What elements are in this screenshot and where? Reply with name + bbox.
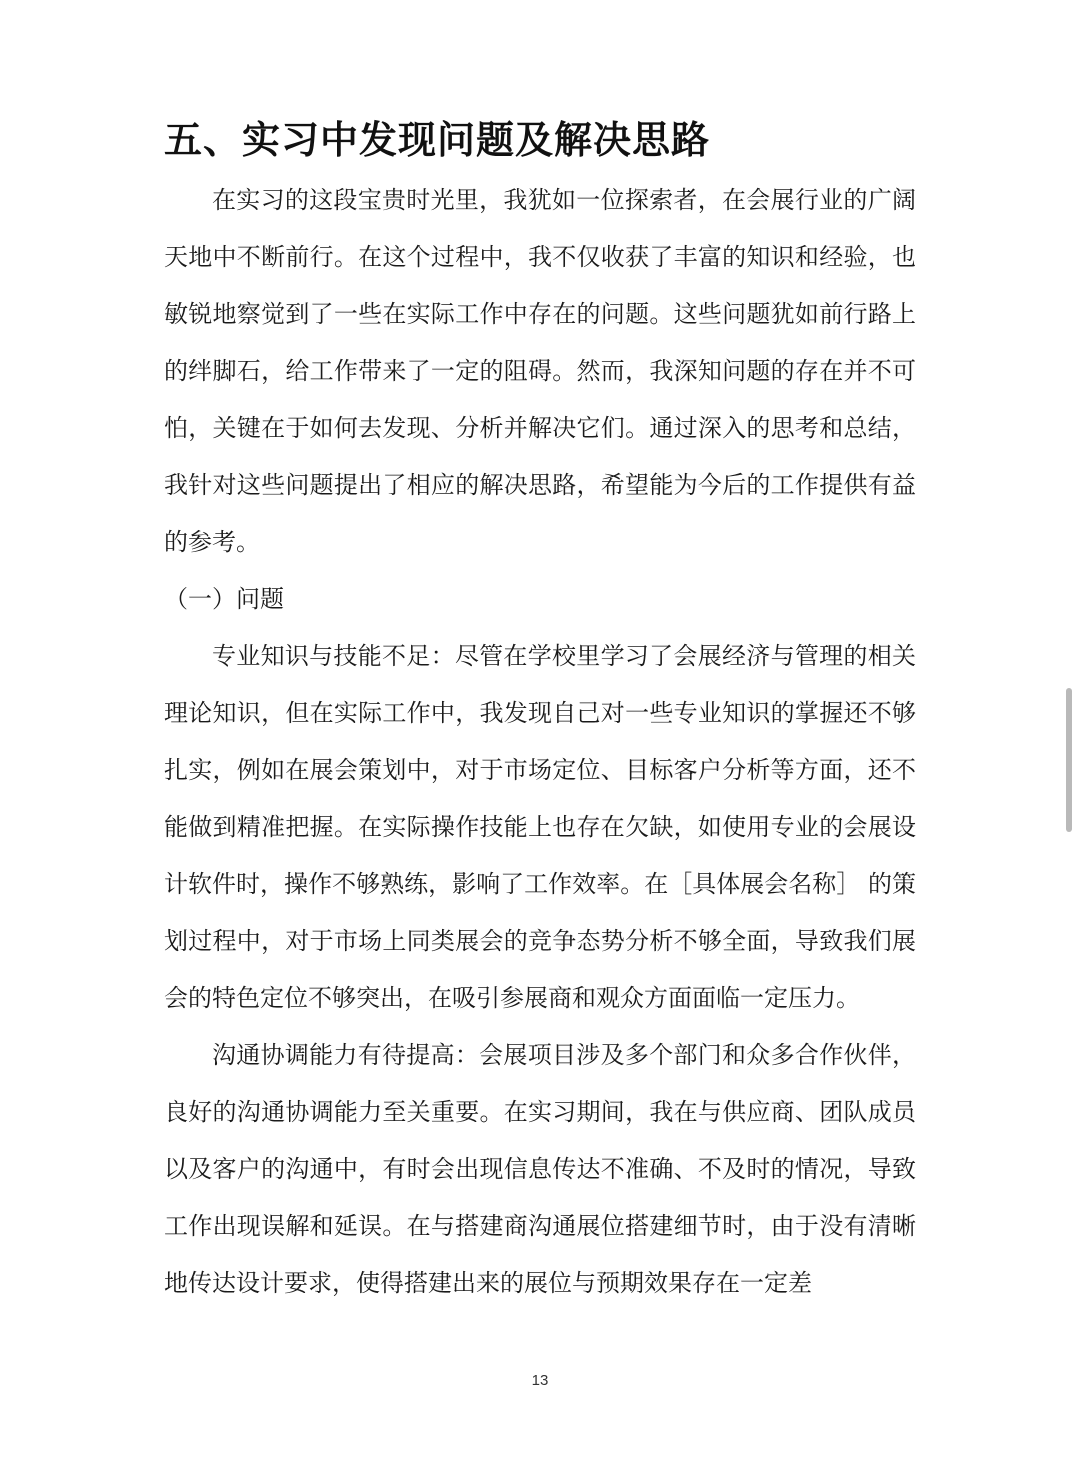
problem-paragraph-communication: 沟通协调能力有待提高：会展项目涉及多个部门和众多合作伙伴，良好的沟通协调能力至关重要。在实习期间，我在与供应商、团队成员以及客户的沟通中，有时会出现信息传达不准确、不及时的情况，导致工作出现误解和延误。在与搭建商沟通展位搭建细节时，由于没有清晰地传达设计要求，使得搭建出来的展位与预期效果存在一定差 (164, 1041, 916, 1297)
document-body (164, 108, 916, 1312)
scrollbar-thumb[interactable] (1066, 688, 1072, 832)
subsection-heading: （一）问题 (164, 585, 284, 613)
intro-paragraph: 在实习的这段宝贵时光里，我犹如一位探索者，在会展行业的广阔天地中不断前行。在这个过程中，我不仅收获了丰富的知识和经验，也敏锐地察觉到了一些在实际工作中存在的问题。这些问题犹如前行路上的绊脚石，给工作带来了一定的阻碍。然而，我深知问题的存在并不可怕，关键在于如何去发现、分析并解决它们。通过深入的思考和总结，我针对这些问题提出了相应的解决思路，希望能为今后的工作提供有益的参考。 (164, 186, 916, 556)
section-heading: 五、实习中发现问题及解决思路 (164, 118, 711, 162)
page-number: 13 (531, 1372, 549, 1389)
problem-paragraph-knowledge: 专业知识与技能不足：尽管在学校里学习了会展经济与管理的相关理论知识，但在实际工作中，我发现自己对一些专业知识的掌握还不够扎实，例如在展会策划中，对于市场定位、目标客户分析等方面，还不能做到精准把握。在实际操作技能上也存在欠缺，如使用专业的会展设计软件时，操作不够熟练，影响了工作效率。在［具体展会名称］ 的策划过程中，对于市场上同类展会的竞争态势分析不够全面，导致我们展会的特色定位不够突出，在吸引参展商和观众方面面临一定压力。 (164, 642, 916, 1012)
